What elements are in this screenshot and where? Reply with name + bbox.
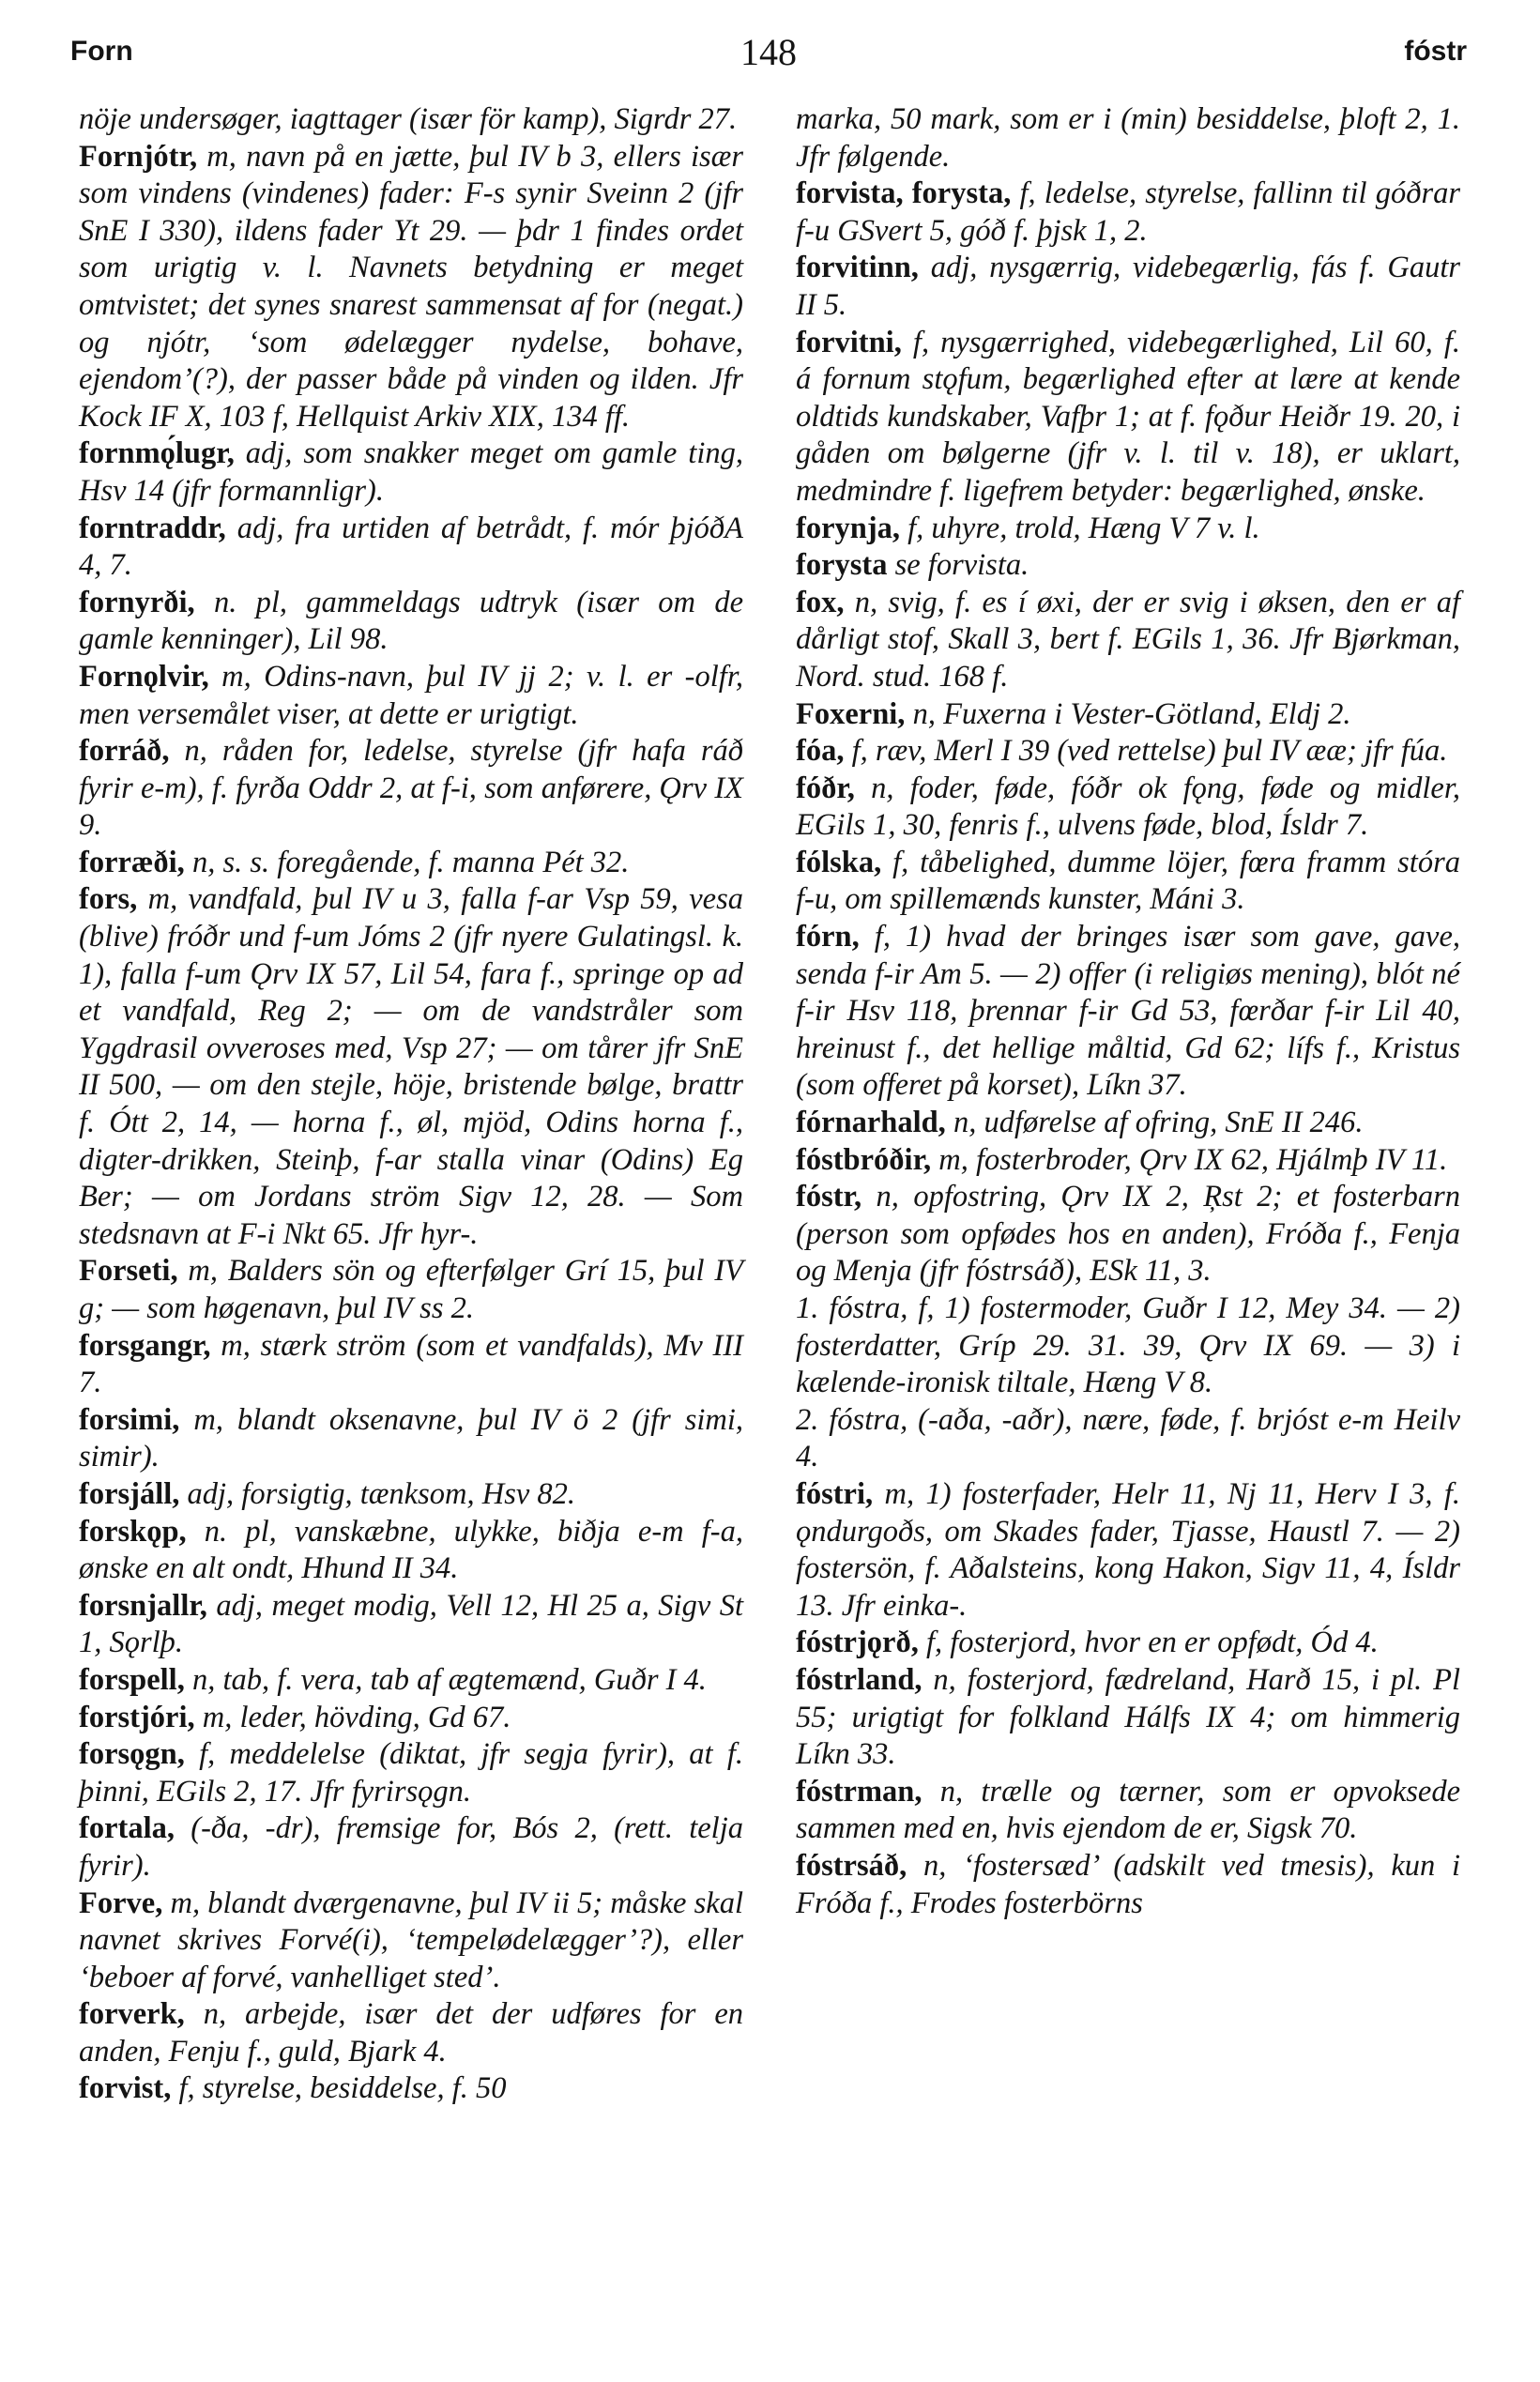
dictionary-entry bbox=[796, 1402, 1460, 1476]
dictionary-entry bbox=[79, 1662, 743, 1700]
entry-definition: n, fosterjord, fædreland, Harð 15, i pl. Pl 55; urigtigt for folkland Hálfs IX 4; om himmerig Líkn 33. bbox=[796, 1662, 1460, 1772]
entry-headword: forysta bbox=[796, 548, 888, 583]
entry-definition: f, uhyre, trold, Hæng V 7 v. l. bbox=[900, 511, 1260, 545]
dictionary-entry bbox=[796, 733, 1460, 771]
entry-definition: m, blandt dværgenavne, þul IV ii 5; måske skal navnet skrives Forvé(i), ‘tempelødelægger’?), eller ‘beboer af forvé, vanhelliget sted’. bbox=[79, 1886, 743, 1994]
dictionary-entry bbox=[796, 1142, 1460, 1180]
entry-definition: n. pl, vanskæbne, ulykke, biðja e-m f-a, ønske en alt ondt, Hhund II 34. bbox=[79, 1514, 743, 1586]
entry-headword: Forve, bbox=[79, 1886, 163, 1920]
entry-headword: forynja, bbox=[796, 511, 901, 545]
dictionary-entry bbox=[796, 771, 1460, 845]
entry-headword: fox, bbox=[796, 585, 845, 619]
entry-definition: n. pl, gammeldags udtryk (især om de gamle kenninger), Lil 98. bbox=[79, 585, 743, 657]
dictionary-entry bbox=[79, 733, 743, 845]
dictionary-entry bbox=[79, 101, 743, 139]
entry-headword: forskǫp, bbox=[79, 1514, 187, 1549]
entry-headword: fóa, bbox=[796, 734, 845, 769]
dictionary-entry bbox=[79, 139, 743, 436]
dictionary-entry bbox=[796, 101, 1460, 176]
dictionary-entry bbox=[796, 250, 1460, 324]
entry-headword: fórn, bbox=[796, 920, 860, 954]
dictionary-entry bbox=[79, 1810, 743, 1885]
dictionary-entry bbox=[796, 1105, 1460, 1142]
entry-headword: fors, bbox=[79, 882, 138, 917]
entry-definition: adj, nysgærrig, videbegærlig, fás f. Gautr II 5. bbox=[796, 251, 1460, 322]
entry-definition: adj, fra urtiden af betrådt, f. mór þjóðA 4, 7. bbox=[79, 511, 743, 583]
entry-definition: n, s. s. foregående, f. manna Pét 32. bbox=[184, 845, 630, 879]
entry-headword: fóstbróðir, bbox=[796, 1142, 932, 1177]
entry-headword: forsǫgn, bbox=[79, 1737, 185, 1772]
dictionary-entry bbox=[796, 1848, 1460, 1922]
entry-headword: forvista, forysta, bbox=[796, 176, 1012, 211]
entry-headword: fóstri, bbox=[796, 1476, 874, 1511]
dictionary-entry bbox=[796, 1179, 1460, 1290]
entry-definition: m, stærk ström (som et vandfalds), Mv III 7. bbox=[79, 1328, 743, 1400]
entry-definition: f, tåbelighed, dumme löjer, fœra framm stóra f-u, om spillemænds kunster, Máni 3. bbox=[796, 845, 1460, 917]
dictionary-entry bbox=[79, 1886, 743, 1997]
entry-headword: forsgangr, bbox=[79, 1328, 211, 1363]
dictionary-entry bbox=[79, 1253, 743, 1327]
entry-definition: n, udførelse af ofring, SnE II 246. bbox=[945, 1106, 1364, 1140]
entry-definition: adj, meget modig, Vell 12, Hl 25 a, Sigv St 1, Sǫrlþ. bbox=[79, 1588, 743, 1660]
entry-definition: f, fosterjord, hvor en er opfødt, Ód 4. bbox=[918, 1626, 1379, 1660]
entry-definition: n, ‘fostersæd’ (adskilt ved tmesis), kun i Fróða f., Frodes fosterbörns bbox=[796, 1848, 1460, 1920]
dictionary-entry bbox=[79, 845, 743, 882]
dictionary-entry bbox=[796, 511, 1460, 548]
dictionary-entry bbox=[79, 659, 743, 733]
entry-definition: m, fosterbroder, Ǫrv IX 62, Hjálmþ IV 11. bbox=[931, 1142, 1448, 1177]
entry-definition: n, arbejde, især det der udføres for en anden, Fenju f., guld, Bjark 4. bbox=[79, 1997, 743, 2069]
entry-definition: marka, 50 mark, som er i (min) besiddelse, þloft 2, 1. Jfr følgende. bbox=[796, 102, 1460, 174]
dictionary-entry bbox=[796, 585, 1460, 696]
entry-headword: fóðr, bbox=[796, 771, 855, 805]
dictionary-entry bbox=[79, 1996, 743, 2070]
entry-headword: fólska, bbox=[796, 845, 882, 879]
entry-definition: 2. fóstra, (-aða, -aðr), nære, føde, f. brjóst e-m Heilv 4. bbox=[796, 1402, 1460, 1474]
entry-headword: Forseti, bbox=[79, 1254, 178, 1289]
dictionary-entry bbox=[796, 919, 1460, 1105]
dictionary-entry bbox=[79, 1588, 743, 1662]
entry-definition: n, opfostring, Ǫrv IX 2, Ŗst 2; et fosterbarn (person som opfødes hos en anden), Fróða f., Fenja og Menja (jfr fóstrsáð), ESk 11, 3. bbox=[796, 1180, 1460, 1289]
dictionary-entry bbox=[796, 1290, 1460, 1402]
entry-headword: forráð, bbox=[79, 734, 170, 769]
entry-headword: fóstrman, bbox=[796, 1774, 922, 1809]
entry-headword: forvist, bbox=[79, 2071, 172, 2106]
dictionary-entry bbox=[79, 585, 743, 659]
entry-definition: m, 1) fosterfader, Helr 11, Nj 11, Herv I 3, f. ǫndurgoðs, om Skades fader, Tjasse, Haustl 7. — 2) fostersön, f. Aðalsteins, kong Hakon, Sigv 11, 4, Ísldr 13. Jfr einka-. bbox=[796, 1476, 1460, 1623]
entry-definition: adj, forsigtig, tænksom, Hsv 82. bbox=[179, 1476, 576, 1511]
dictionary-entry bbox=[796, 1662, 1460, 1774]
entry-definition: m, navn på en jætte, þul IV b 3, ellers især som vindens (vindenes) fader: F-s synir Sveinn 2 (jfr SnE I 330), ildens fader Yt 29. — þdr 1 findes ordet som urigtig v. l. Navnets betydning er meget omtvistet; det synes snarest sammensat af for (negat.) og njótr, ‘som ødelægger nydelse, bohave, ejendom’(?), der passer både på vinden og ilden. Jfr Kock IF X, 103 f, Hellquist Arkiv XIX, 134 ff. bbox=[79, 139, 743, 434]
page-header bbox=[70, 30, 1467, 86]
entry-definition: se forvista. bbox=[887, 548, 1029, 583]
dictionary-entry bbox=[79, 1328, 743, 1402]
entry-headword: forsimi, bbox=[79, 1402, 180, 1437]
header-first-word: Forn bbox=[70, 36, 133, 67]
entry-headword: forstjóri, bbox=[79, 1700, 195, 1734]
entry-headword: fóstrsáð, bbox=[796, 1848, 907, 1883]
entry-headword: forsjáll, bbox=[79, 1476, 180, 1511]
entry-headword: forræði, bbox=[79, 845, 185, 879]
dictionary-entry bbox=[79, 435, 743, 510]
entry-definition: m, Odins-navn, þul IV jj 2; v. l. er -olfr, men versemålet viser, at dette er urigtigt. bbox=[79, 659, 743, 731]
entry-definition: f, meddelelse (diktat, jfr segja fyrir), at f. þinni, EGils 2, 17. Jfr fyrirsǫgn. bbox=[79, 1737, 743, 1809]
entry-definition: n, tab, f. vera, tab af ægtemænd, Guðr I 4. bbox=[184, 1662, 707, 1697]
entry-headword: forntraddr, bbox=[79, 511, 226, 545]
dictionary-entry bbox=[796, 176, 1460, 250]
entry-definition: n, svig, f. es í øxi, der er svig i øksen, den er af dårligt stof, Skall 3, bert f. EGils 1, 36. Jfr Bjørkman, Nord. stud. 168 f. bbox=[796, 585, 1460, 694]
entry-definition: n, råden for, ledelse, styrelse (jfr hafa ráð fyrir e-m), f. fyrða Oddr 2, at f-i, som anførere, Ǫrv IX 9. bbox=[79, 734, 743, 843]
entry-definition: n, trælle og tærner, som er opvoksede sammen med en, hvis ejendom de er, Sigsk 70. bbox=[796, 1774, 1460, 1846]
entry-definition: adj, som snakker meget om gamle ting, Hsv 14 (jfr formannligr). bbox=[79, 436, 743, 508]
entry-definition: m, leder, hövding, Gd 67. bbox=[194, 1700, 511, 1734]
entry-headword: fóstr, bbox=[796, 1180, 862, 1214]
entry-headword: Fornjótr, bbox=[79, 139, 198, 174]
dictionary-entry bbox=[79, 511, 743, 585]
dictionary-entry bbox=[79, 2070, 743, 2108]
entry-headword: fórnarhald, bbox=[796, 1106, 946, 1140]
entry-definition: n, Fuxerna i Vester-Götland, Eldj 2. bbox=[905, 696, 1351, 731]
entry-headword: Fornǫlvir, bbox=[79, 659, 209, 694]
entry-definition: f, ledelse, styrelse, fallinn til góðrar f-u GSvert 5, góð f. þjsk 1, 2. bbox=[796, 176, 1461, 248]
entry-definition: (-ða, -dr), fremsige for, Bós 2, (rett. telja fyrir). bbox=[79, 1811, 743, 1883]
entry-headword: forvitni, bbox=[796, 325, 902, 359]
dictionary-entry bbox=[79, 1514, 743, 1588]
entry-headword: forvitinn, bbox=[796, 251, 919, 285]
entry-headword: fortala, bbox=[79, 1811, 175, 1846]
entry-definition: m, blandt oksenavne, þul IV ö 2 (jfr simi, simir). bbox=[79, 1402, 743, 1474]
entry-definition: f, styrelse, besiddelse, f. 50 bbox=[171, 2071, 507, 2106]
entry-headword: forspell, bbox=[79, 1662, 185, 1697]
entry-headword: fóstrjǫrð, bbox=[796, 1626, 919, 1660]
dictionary-entry bbox=[796, 1774, 1460, 1848]
entry-definition: nöje undersøger, iagttager (især för kamp), Sigrdr 27. bbox=[79, 102, 738, 136]
entry-definition: f, nysgærrighed, videbegærlighed, Lil 60, f. á fornum stǫfum, begærlighed efter at lære at kende oldtids kundskaber, Vafþr 1; at f. fǫður Heiðr 19. 20, i gåden om bølgerne (jfr v. l. til v. 18), er uklart, medmindre f. ligefrem betyder: begærlighed, ønske. bbox=[796, 325, 1460, 508]
entry-headword: fornmǫ́lugr, bbox=[79, 436, 235, 471]
dictionary-entry bbox=[79, 881, 743, 1253]
entry-definition: n, foder, føde, fóðr ok fǫng, føde og midler, EGils 1, 30, fenris f., ulvens føde, blod, Ísldr 7. bbox=[796, 771, 1460, 843]
dictionary-entry bbox=[796, 1476, 1460, 1625]
dictionary-entry bbox=[796, 845, 1460, 919]
entry-definition: f, 1) hvad der bringes især som gave, gave, senda f-ir Am 5. — 2) offer (i religiøs mening), blót né f-ir Hsv 118, þrennar f-ir Gd 53, fœrðar f-ir Lil 40, hreinust f., det hellige måltid, Gd 62; lífs f., Kristus (som offeret på korset), Líkn 37. bbox=[796, 920, 1460, 1103]
dictionary-entry bbox=[796, 325, 1460, 511]
dictionary-entry bbox=[79, 1700, 743, 1737]
entry-definition: m, Balders sön og efterfølger Grí 15, þul IV g; — som høgenavn, þul IV ss 2. bbox=[79, 1254, 743, 1325]
entry-headword: forsnjallr, bbox=[79, 1588, 207, 1623]
dictionary-entry bbox=[79, 1736, 743, 1810]
entry-headword: fornyrði, bbox=[79, 585, 195, 619]
entry-headword: forverk, bbox=[79, 1997, 185, 2032]
dictionary-entry bbox=[796, 696, 1460, 734]
dictionary-entry bbox=[79, 1476, 743, 1514]
left-column bbox=[79, 101, 743, 2108]
dictionary-entry bbox=[79, 1402, 743, 1476]
entry-definition: f, ræv, Merl I 39 (ved rettelse) þul IV ææ; jfr fúa. bbox=[844, 734, 1448, 769]
header-last-word: fóstr bbox=[1404, 36, 1467, 67]
dictionary-entry bbox=[796, 1625, 1460, 1662]
entry-headword: Foxerni, bbox=[796, 696, 906, 731]
entry-headword: fóstrland, bbox=[796, 1662, 922, 1697]
right-column bbox=[796, 101, 1460, 1922]
page-number: 148 bbox=[740, 31, 797, 73]
dictionary-entry bbox=[796, 547, 1460, 585]
entry-definition: m, vandfald, þul IV u 3, falla f-ar Vsp 59, vesa (blive) fróðr und f-um Jóms 2 (jfr nyere Gulatingsl. k. 1), falla f-um Ǫrv IX 57, Lil 54, fara f., springe op ad et vandfald, Reg 2; — om de vandstråler som Yggdrasil ovveroses med, Vsp 27; — om tårer jfr SnE II 500, — om den stejle, höje, bristende bølge, brattr f. Ótt 2, 14, — horna f., øl, mjöd, Odins horna f., digter-drikken, Steinþ, f-ar stalla vinar (Odins) Eg Ber; — om Jordans ström Sigv 12, 28. — Som stedsnavn at F-i Nkt 65. Jfr hyr-. bbox=[79, 882, 743, 1251]
entry-definition: 1. fóstra, f, 1) fostermoder, Guðr I 12, Mey 34. — 2) fosterdatter, Gríp 29. 31. 39, Ǫrv IX 69. — 3) i kælende-ironisk tiltale, Hæng V 8. bbox=[796, 1291, 1460, 1400]
